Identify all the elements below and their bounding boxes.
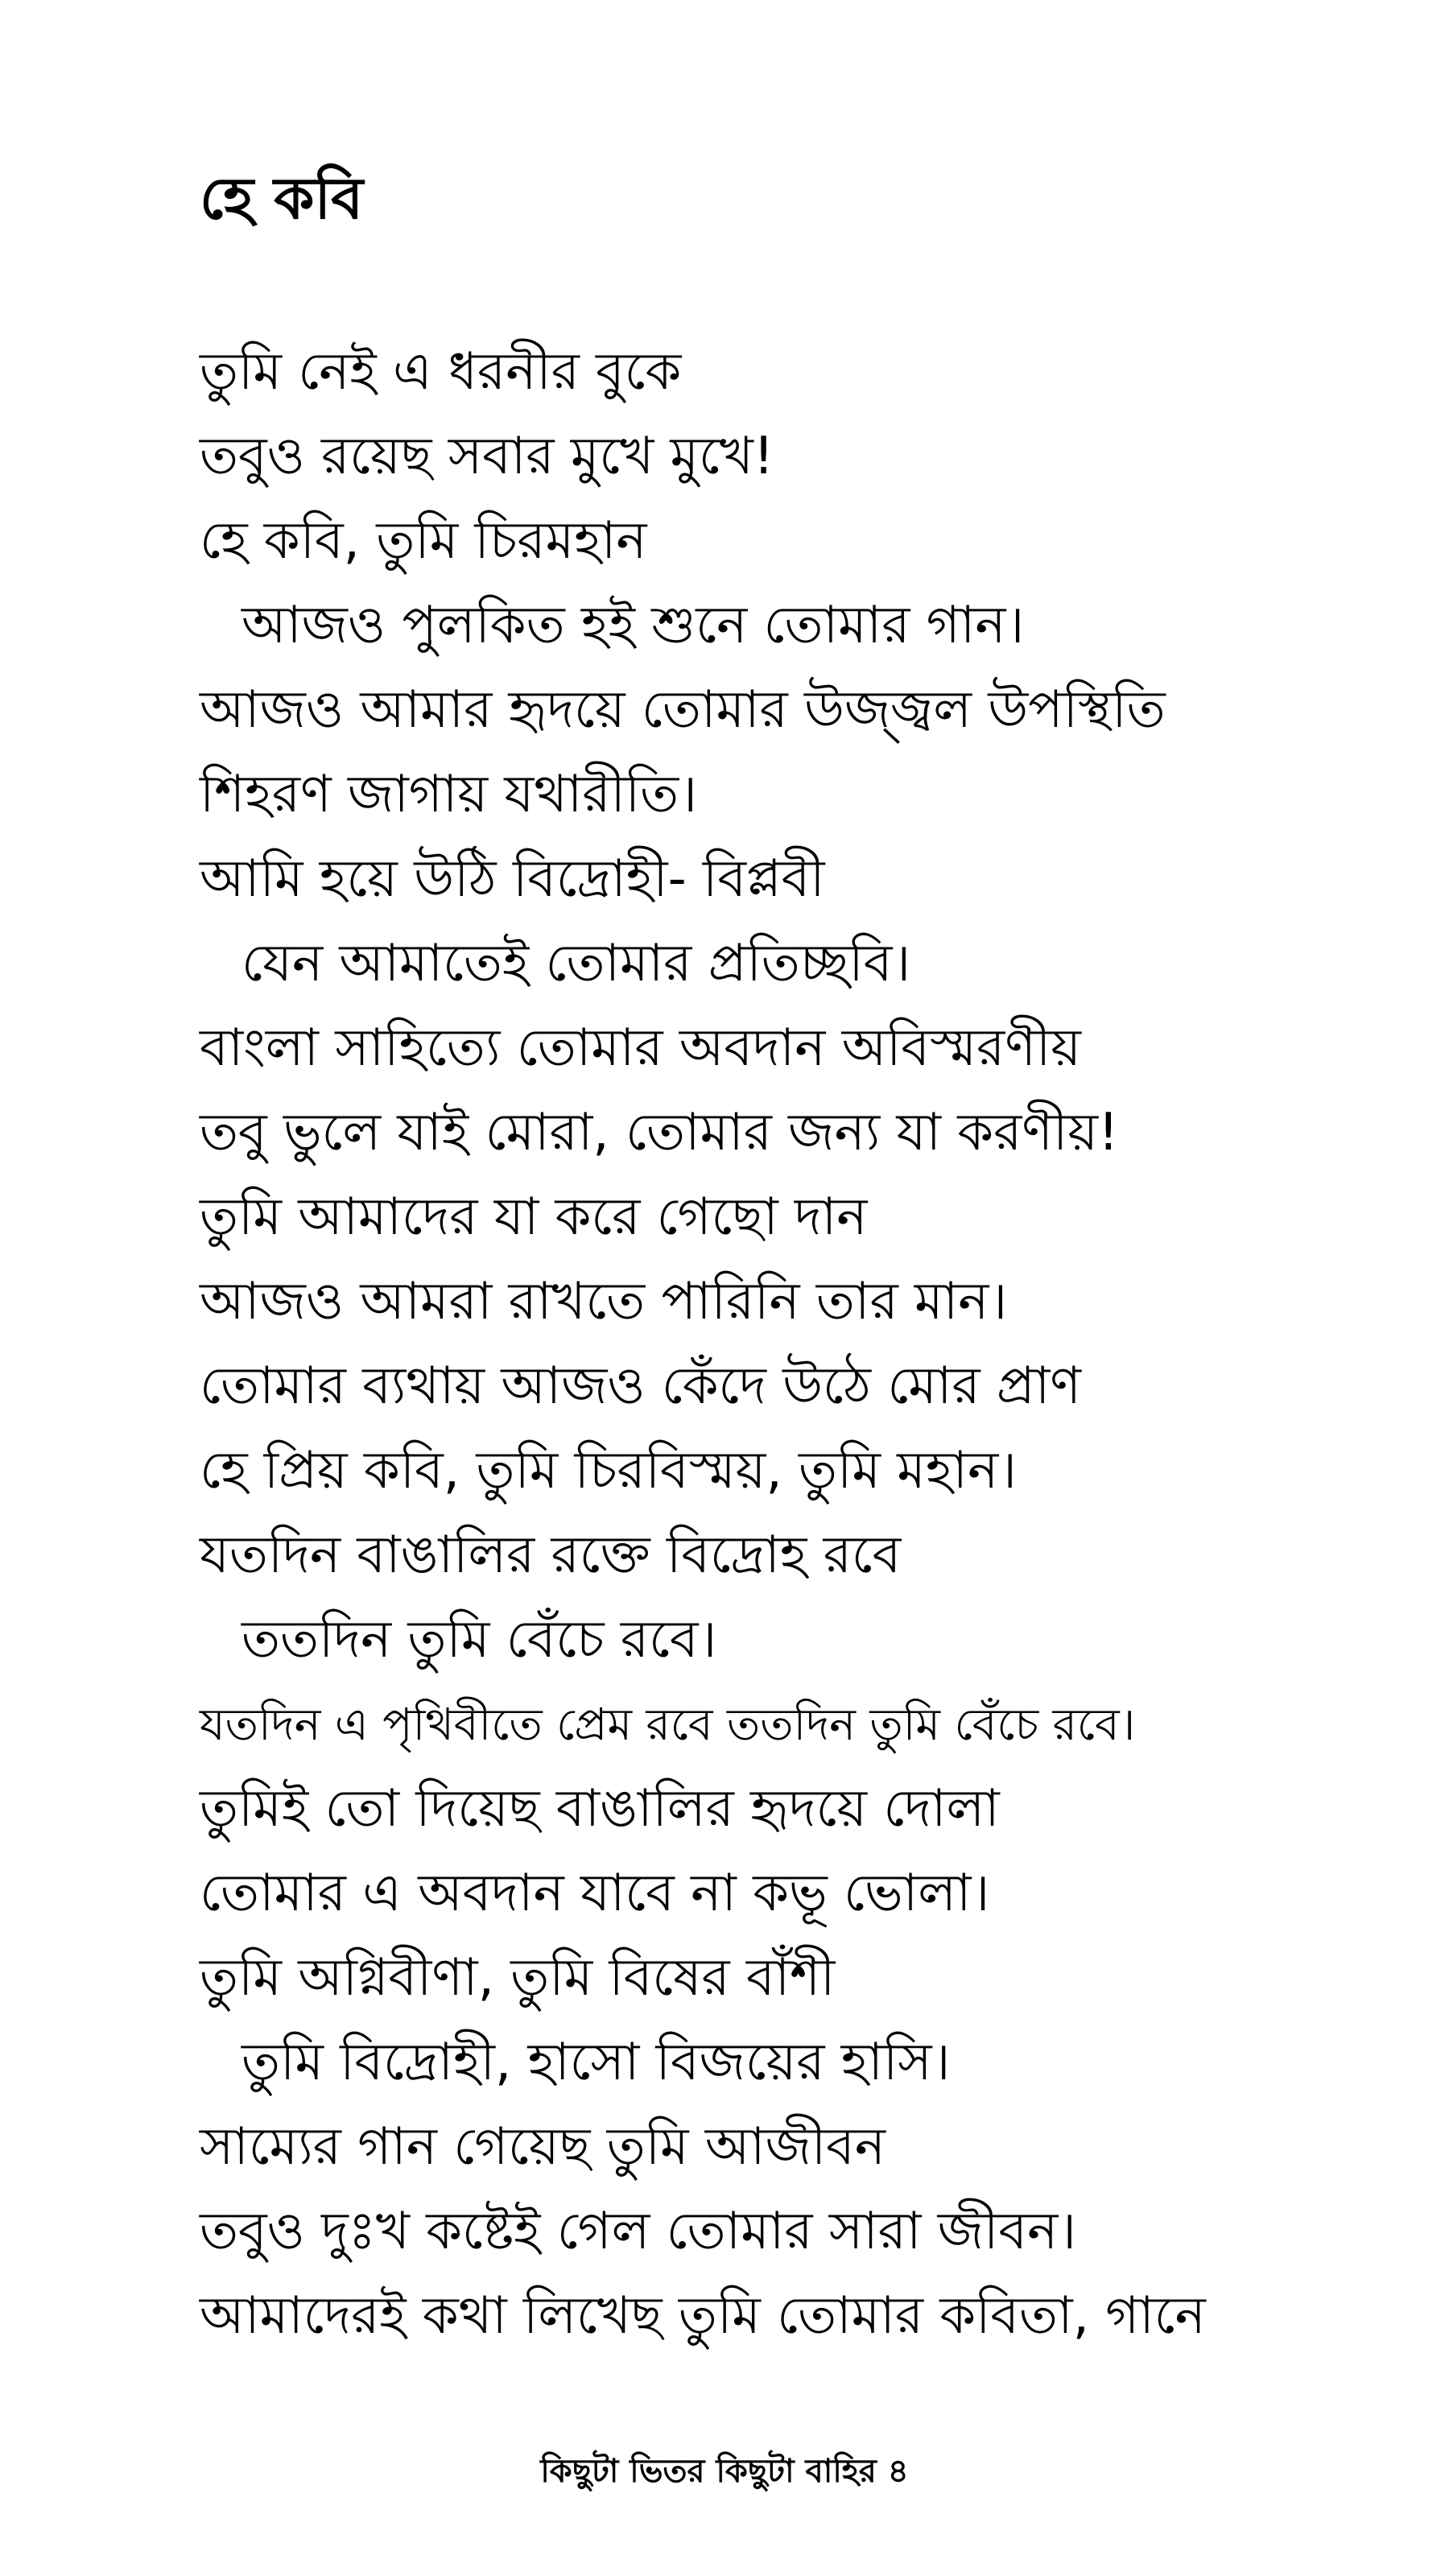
poem-line: তবুও দুঃখ কষ্টেই গেল তোমার সারা জীবন। xyxy=(200,2202,1077,2261)
poem-line: তুমিই তো দিয়েছ বাঙালির হৃদয়ে দোলা xyxy=(200,1779,1000,1839)
poem-line: তবুও রয়েছ সবার মুখে মুখে! xyxy=(200,427,774,486)
poem-line: আমাদেরই কথা লিখেছ তুমি তোমার কবিতা, গানে xyxy=(200,2286,1206,2346)
poem-line: সাম্যের গান গেয়েছ তুমি আজীবন xyxy=(200,2117,886,2177)
poem-line: আজও আমার হৃদয়ে তোমার উজ্জ্বল উপস্থিতি xyxy=(200,680,1166,740)
poem-line: হে প্রিয় কবি, তুমি চিরবিস্ময়, তুমি মহান। xyxy=(200,1441,1018,1501)
poem-line: যতদিন এ পৃথিবীতে প্রেম রবে ততদিন তুমি বেঁচে রবে। xyxy=(200,1699,1136,1750)
poem-body xyxy=(200,330,1407,2359)
poem-line: তুমি নেই এ ধরনীর বুকে xyxy=(200,342,682,402)
poem-line: তুমি বিদ্রোহী, হাসো বিজয়ের হাসি। xyxy=(242,2033,951,2092)
poem-line: যতদিন বাঙালির রক্তে বিদ্রোহ রবে xyxy=(200,1525,902,1585)
poem-line: আমি হয়ে উঠি বিদ্রোহী- বিপ্লবী xyxy=(200,849,825,909)
poem-line: হে কবি, তুমি চিরমহান xyxy=(200,511,647,571)
poem-line: আজও আমরা রাখতে পারিনি তার মান। xyxy=(200,1272,1008,1331)
poem-line: তোমার এ অবদান যাবে না কভূ ভোলা। xyxy=(200,1864,990,1923)
poem-line: তবু ভুলে যাই মোরা, তোমার জন্য যা করণীয়! xyxy=(200,1103,1119,1162)
page-footer: কিছুটা ভিতর কিছুটা বাহির ৪ xyxy=(540,2453,909,2490)
poem-line: আজও পুলকিত হই শুনে তোমার গান। xyxy=(242,596,1025,655)
poem-line: তোমার ব্যথায় আজও কেঁদে উঠে মোর প্রাণ xyxy=(200,1356,1081,1416)
poem-line: তুমি অগ্নিবীণা, তুমি বিষের বাঁশী xyxy=(200,1948,836,2008)
poem-line: যেন আমাতেই তোমার প্রতিচ্ছবি। xyxy=(242,934,911,993)
poem-title: হে কবি xyxy=(200,164,364,232)
poem-line: শিহরণ জাগায় যথারীতি। xyxy=(200,765,698,824)
poem-line: তুমি আমাদের যা করে গেছো দান xyxy=(200,1187,868,1247)
poem-line: ততদিন তুমি বেঁচে রবে। xyxy=(242,1610,717,1670)
poem-line: বাংলা সাহিত্যে তোমার অবদান অবিস্মরণীয় xyxy=(200,1018,1081,1078)
